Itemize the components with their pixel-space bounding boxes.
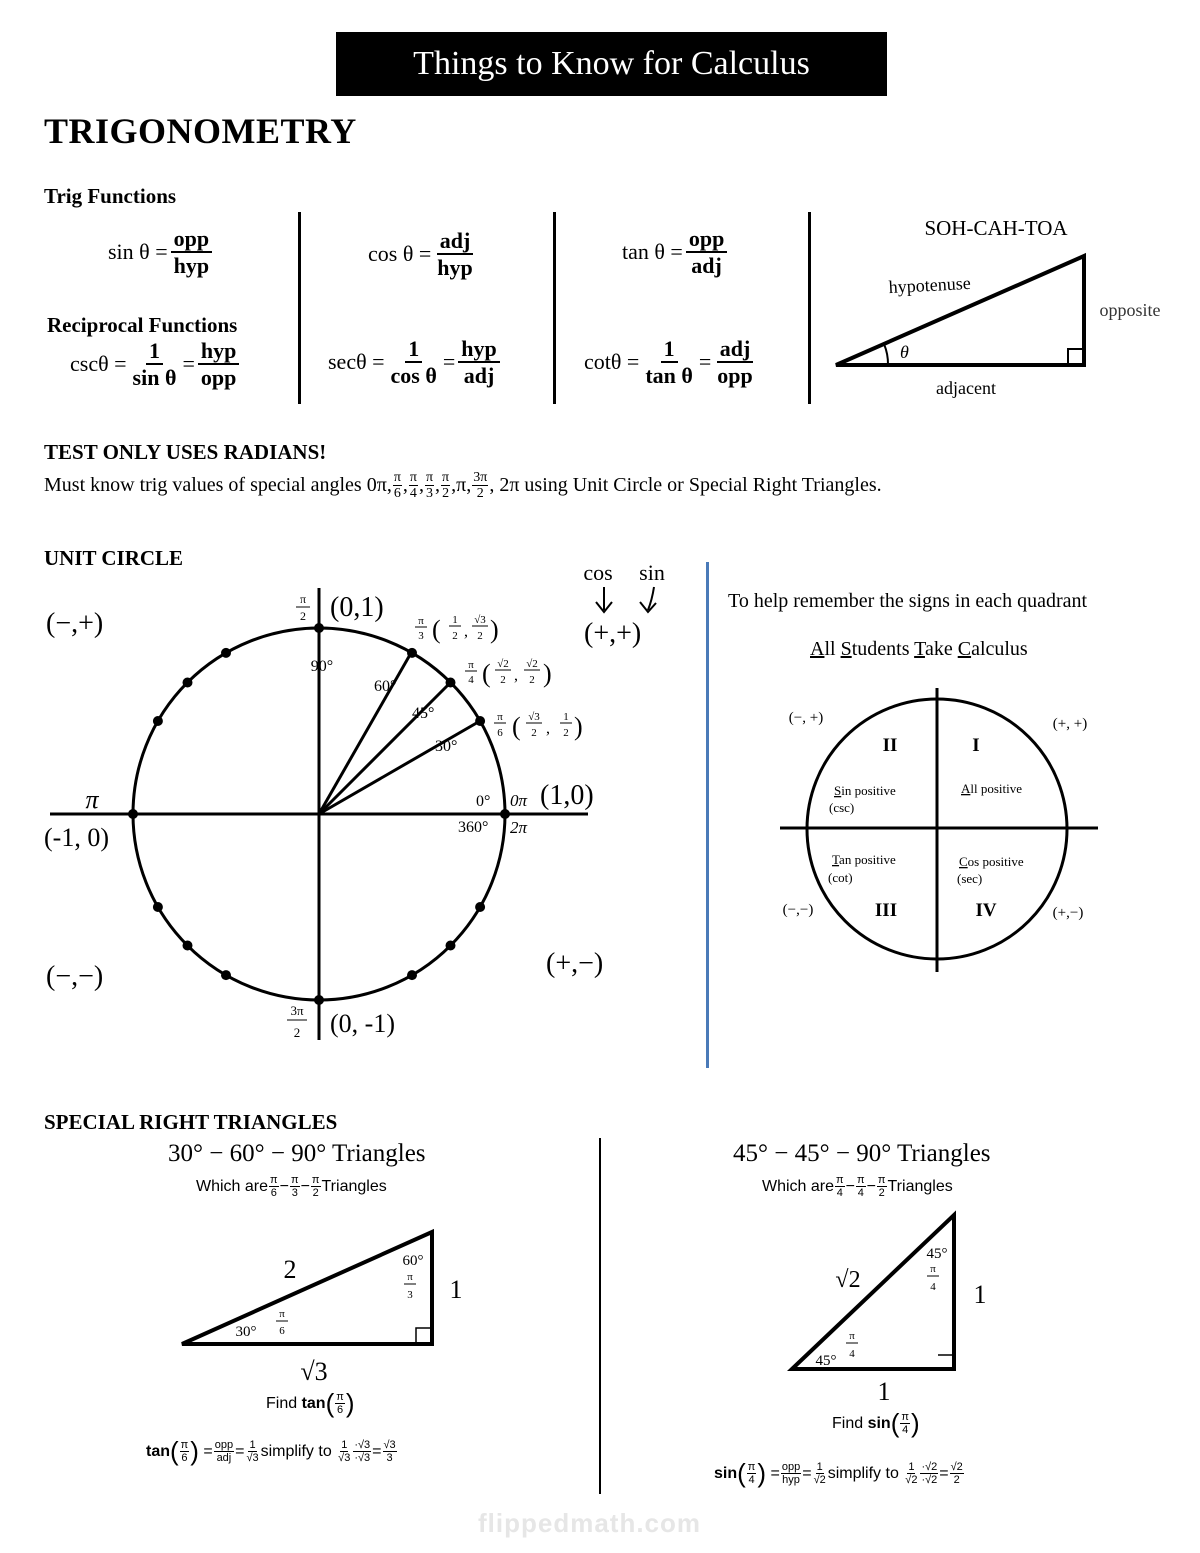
q4-sign: (+,−) bbox=[546, 948, 604, 979]
sin-num: opp bbox=[171, 226, 212, 253]
t30-simplify: simplify to bbox=[260, 1442, 332, 1460]
t30-mult1-num: ·√3 bbox=[354, 1438, 371, 1451]
unit-circle-point-315 bbox=[446, 941, 456, 951]
p60-comma: , bbox=[464, 623, 468, 640]
unit-circle-diagram bbox=[0, 560, 700, 1050]
deg-60: 60° bbox=[374, 678, 397, 695]
astc-q1-sign: (+, +) bbox=[1052, 716, 1088, 732]
bottom-frac-den: 2 bbox=[293, 1025, 301, 1040]
section-heading-trigonometry: TRIGONOMETRY bbox=[44, 111, 357, 151]
t30-angle60-den: 3 bbox=[407, 1289, 413, 1301]
sec-num1: 1 bbox=[405, 336, 422, 363]
sec-formula: secθ = $\frac{1}{\text{cos θ}}$ = $\frac{\text{hyp}}{\text{adj}}$ bbox=[328, 336, 503, 389]
astc-q2-paren: (csc) bbox=[829, 800, 855, 815]
astc-intro: To help remember the signs in each quadrant bbox=[728, 590, 1088, 612]
t30-right-angle bbox=[416, 1328, 432, 1344]
astc-q3-rest: an positive bbox=[839, 852, 896, 867]
zero-pi-label: 0π bbox=[510, 791, 528, 810]
unit-circle-point-90 bbox=[314, 623, 324, 633]
astc-q4-roman: IV bbox=[975, 900, 997, 921]
angle-pi2-num: π bbox=[442, 470, 450, 485]
t45-find-den: 4 bbox=[902, 1424, 909, 1436]
astc-s: S bbox=[840, 638, 852, 660]
bottom-frac-num: 3π bbox=[290, 1003, 304, 1018]
unit-circle-heading: UNIT CIRCLE bbox=[44, 546, 184, 570]
deg-45: 45° bbox=[412, 705, 435, 722]
special-angles-text-start: Must know trig values of special angles 0π, bbox=[44, 474, 392, 497]
sohcahtoa-triangle bbox=[836, 256, 1084, 365]
cot-lhs: cotθ = bbox=[584, 349, 640, 375]
tan-num: opp bbox=[686, 226, 727, 253]
angle-pi: π bbox=[456, 474, 467, 497]
cos-num: adj bbox=[437, 228, 474, 255]
p60-close-paren: ) bbox=[490, 615, 499, 644]
t30-eq-fn: tan bbox=[146, 1442, 170, 1460]
t45-mult1-num: ·√2 bbox=[921, 1460, 938, 1473]
astc-q3-sign: (−,−) bbox=[782, 902, 814, 918]
sin-arrow-icon bbox=[640, 587, 656, 612]
p60-den: 3 bbox=[418, 630, 424, 642]
t30-diagram bbox=[170, 1220, 490, 1390]
t30-find-prefix: Find bbox=[266, 1394, 298, 1412]
p30-x-den: 2 bbox=[531, 727, 537, 739]
special-angles-line: Must know trig values of special angles 0π, $\frac{\pi}{6}$ , $\frac{\pi}{4}$ , $\frac{\pi}{3}$ , $\frac{\pi}{2}$ , π , $\frac{3\pi}{2}$ , 2π using Unit Circle or Special Right Triangles. bbox=[44, 470, 882, 502]
t30-which-prefix: Which are bbox=[196, 1177, 269, 1195]
divider-1 bbox=[298, 212, 301, 404]
astc-q3-roman: III bbox=[874, 900, 898, 921]
t45-simplify: simplify to bbox=[827, 1464, 899, 1482]
astc-q4-text bbox=[959, 854, 1024, 869]
deg-360: 360° bbox=[458, 819, 489, 836]
q2-sign: (−,+) bbox=[46, 608, 104, 639]
q1-sign: (+,+) bbox=[584, 618, 642, 649]
p30-den: 6 bbox=[497, 727, 503, 739]
t30-equation: tan ( $\frac{\pi}{6}$ ) = $\frac{\text{opp}}{\text{adj}}$ = $\frac{1}{√3}$ simplify to $\frac{1}{√3}$ $\frac{\cdot√3}{\cdot√3}$ = $\frac{√3}{3}$ bbox=[146, 1436, 396, 1466]
astc-q2-text bbox=[834, 783, 896, 798]
cos-formula bbox=[368, 228, 479, 281]
csc-den2: opp bbox=[200, 365, 237, 391]
angle-3pi2-den: 2 bbox=[476, 486, 484, 502]
csc-lhs: cscθ = bbox=[70, 351, 127, 377]
p45-comma: , bbox=[514, 667, 518, 684]
t45-adj: 1 bbox=[877, 1377, 891, 1405]
astc-students: tudents bbox=[851, 638, 910, 660]
bottom-point: (0, -1) bbox=[330, 1009, 395, 1038]
astc-q4-paren: (sec) bbox=[957, 871, 983, 886]
t30-angle60-num: π bbox=[407, 1271, 413, 1283]
astc-q2-sign: (−, +) bbox=[788, 710, 824, 726]
p30-open-paren: ( bbox=[512, 712, 521, 741]
t30-mult0-den: √3 bbox=[338, 1452, 351, 1464]
t45-angle-top: 45° bbox=[926, 1246, 948, 1262]
deg-0: 0° bbox=[476, 793, 491, 810]
sin-label: sin bbox=[639, 560, 665, 585]
astc-q2-rest: in positive bbox=[841, 783, 896, 798]
t45-equation: sin ( $\frac{\pi}{4}$ ) = $\frac{\text{opp}}{\text{hyp}}$ = $\frac{1}{√2}$ simplify to $\frac{1}{√2}$ $\frac{\cdot√2}{\cdot√2}$ = $\frac{√2}{2}$ bbox=[714, 1458, 963, 1488]
t30-find-num: π bbox=[336, 1390, 344, 1403]
opposite-label: opposite bbox=[1099, 300, 1161, 320]
p60-y-den: 2 bbox=[477, 630, 483, 642]
t30-eq-arg-num: π bbox=[180, 1438, 189, 1451]
p60-x-den: 2 bbox=[452, 630, 458, 642]
radians-heading: TEST ONLY USES RADIANS! bbox=[44, 440, 327, 464]
angle-3pi2-num: 3π bbox=[473, 470, 488, 485]
t30-eq-val-num: 1 bbox=[249, 1438, 256, 1451]
theta-label: θ bbox=[900, 342, 909, 362]
t30-angle60: 60° bbox=[402, 1253, 424, 1269]
cot-num2: adj bbox=[717, 336, 754, 363]
p45-x-den: 2 bbox=[500, 674, 506, 686]
right-point: (1,0) bbox=[540, 780, 594, 811]
astc-diagram bbox=[770, 680, 1190, 980]
top-frac-den: 2 bbox=[300, 609, 306, 623]
t45-mult0-den: √2 bbox=[905, 1474, 918, 1486]
p45-x-num: √2 bbox=[497, 658, 509, 670]
p30-x-num: √3 bbox=[528, 711, 540, 723]
cot-den2: opp bbox=[717, 363, 753, 389]
t45-which: Which are $\frac{\pi}{4}$ − $\frac{\pi}{4}$ − $\frac{\pi}{2}$ Triangles bbox=[762, 1174, 953, 1200]
t45-wf2-num: π bbox=[877, 1174, 886, 1186]
t45-eq-fn: sin bbox=[714, 1464, 738, 1482]
t30-find-fn: tan bbox=[301, 1394, 326, 1412]
t45-hyp: √2 bbox=[835, 1267, 861, 1293]
t45-eq-ratio-num: opp bbox=[781, 1460, 801, 1473]
t45-mult1-den: ·√2 bbox=[921, 1474, 938, 1486]
t45-eq-arg-num: π bbox=[747, 1460, 756, 1473]
cot-den1: tan θ bbox=[645, 363, 693, 389]
cos-den: hyp bbox=[437, 255, 473, 281]
astc-all: ll bbox=[824, 638, 836, 660]
hypotenuse-label: hypotenuse bbox=[888, 272, 972, 298]
astc-q1-first: A bbox=[961, 781, 971, 796]
unit-circle-point-60 bbox=[407, 648, 417, 658]
t30-eq-ratio-den: adj bbox=[216, 1452, 232, 1464]
t30-angle30: 30° bbox=[235, 1324, 257, 1340]
unit-circle-point-270 bbox=[314, 995, 324, 1005]
special-triangles-heading: SPECIAL RIGHT TRIANGLES bbox=[44, 1110, 338, 1134]
point-pi4-label bbox=[465, 658, 552, 688]
t30-angle30-num: π bbox=[279, 1308, 285, 1320]
astc-q2-roman: II bbox=[882, 735, 898, 756]
p30-num: π bbox=[497, 711, 503, 723]
sin-den: hyp bbox=[173, 253, 210, 279]
divider-2 bbox=[553, 212, 556, 404]
t45-which-suffix: Triangles bbox=[887, 1177, 953, 1195]
astc-q1-roman: I bbox=[972, 735, 980, 756]
t45-mult0-num: 1 bbox=[908, 1460, 915, 1473]
angle-pi3-num: π bbox=[425, 470, 434, 485]
t30-wf1-den: 3 bbox=[291, 1187, 298, 1200]
pi-label: π bbox=[85, 785, 99, 814]
deg-30: 30° bbox=[435, 738, 458, 755]
t45-find-prefix: Find bbox=[832, 1414, 864, 1432]
tan-lhs: tan θ = bbox=[622, 239, 683, 265]
cos-lhs: cos θ = bbox=[368, 241, 432, 267]
t45-eq-ratio-den: hyp bbox=[782, 1474, 800, 1486]
sec-num2: hyp bbox=[458, 336, 499, 363]
angle-pi4-num: π bbox=[409, 470, 417, 485]
csc-den1: sin θ bbox=[132, 365, 177, 391]
unit-circle-point-300 bbox=[407, 970, 417, 980]
astc-q4-sign: (+,−) bbox=[1052, 905, 1084, 921]
t30-wf2-num: π bbox=[311, 1174, 320, 1186]
p60-x-num: 1 bbox=[452, 614, 458, 626]
astc-q2-first: S bbox=[834, 783, 842, 798]
t30-find: Find tan ( $\frac{\pi}{6}$ ) bbox=[266, 1388, 355, 1418]
unit-circle-point-120 bbox=[221, 648, 231, 658]
unit-circle-point-240 bbox=[221, 970, 231, 980]
csc-num1: 1 bbox=[146, 338, 163, 365]
t45-wf1-num: π bbox=[856, 1174, 865, 1186]
t45-eq-val-num: 1 bbox=[816, 1460, 823, 1473]
astc-mnemonic bbox=[810, 638, 1028, 661]
reciprocal-heading: Reciprocal Functions bbox=[47, 313, 238, 337]
t30-find-den: 6 bbox=[336, 1404, 344, 1416]
cot-formula: cotθ = $\frac{1}{\text{tan θ}}$ = $\frac{\text{adj}}{\text{opp}}$ bbox=[584, 336, 759, 389]
t30-eq-ratio-num: opp bbox=[214, 1438, 234, 1451]
tan-den: adj bbox=[691, 253, 722, 279]
astc-c: C bbox=[957, 638, 972, 660]
angle-arc bbox=[884, 344, 888, 365]
astc-q4-rest: os positive bbox=[967, 854, 1024, 869]
t30-angle30-den: 6 bbox=[279, 1325, 285, 1337]
trig-functions-heading: Trig Functions bbox=[44, 184, 177, 208]
p45-close-paren: ) bbox=[543, 659, 552, 688]
t45-angle-top-den: 4 bbox=[930, 1281, 936, 1293]
sec-den1: cos θ bbox=[390, 363, 437, 389]
top-point: (0,1) bbox=[330, 592, 384, 623]
sohcahtoa-diagram bbox=[820, 210, 1190, 410]
cot-num1: 1 bbox=[661, 336, 678, 363]
sin-formula bbox=[108, 226, 215, 279]
triangles-divider bbox=[599, 1138, 601, 1494]
t45-angle-bottom: 45° bbox=[815, 1353, 837, 1369]
t30-result-den: 3 bbox=[386, 1452, 393, 1464]
t45-angle-top-num: π bbox=[930, 1263, 936, 1275]
t45-wf0-den: 4 bbox=[836, 1187, 843, 1200]
t30-mult1-den: ·√3 bbox=[354, 1452, 371, 1464]
special-angles-text-end: , 2π using Unit Circle or Special Right Triangles. bbox=[489, 474, 882, 497]
t45-result-den: 2 bbox=[953, 1474, 960, 1486]
cos-label: cos bbox=[583, 560, 613, 585]
t30-title: 30° − 60° − 90° Triangles bbox=[168, 1140, 426, 1167]
astc-q1-rest: ll positive bbox=[970, 781, 1023, 796]
p30-comma: , bbox=[546, 720, 550, 737]
astc-q4-first: C bbox=[959, 854, 968, 869]
unit-circle-point-180 bbox=[128, 809, 138, 819]
right-angle-mark bbox=[1068, 349, 1084, 365]
t30-result-num: √3 bbox=[383, 1438, 396, 1451]
point-pi3-label bbox=[415, 614, 499, 644]
astc-take: ake bbox=[924, 638, 953, 660]
t45-find: Find sin ( $\frac{\pi}{4}$ ) bbox=[832, 1408, 920, 1438]
t45-wf2-den: 2 bbox=[878, 1187, 885, 1200]
t45-which-prefix: Which are bbox=[762, 1177, 835, 1195]
t30-mult0-num: 1 bbox=[341, 1438, 348, 1451]
t30-triangle bbox=[182, 1232, 432, 1344]
radius-60 bbox=[319, 653, 411, 814]
t30-adj: √3 bbox=[300, 1357, 328, 1386]
unit-circle-point-225 bbox=[183, 941, 193, 951]
t45-angle-bottom-num: π bbox=[849, 1330, 855, 1342]
top-frac-num: π bbox=[299, 592, 307, 606]
t30-wf0-num: π bbox=[270, 1174, 278, 1186]
p45-num: π bbox=[468, 659, 474, 671]
astc-a: A bbox=[810, 638, 825, 660]
deg-90: 90° bbox=[310, 658, 334, 675]
t30-eq-val-den: √3 bbox=[246, 1452, 259, 1464]
divider-3 bbox=[808, 212, 811, 404]
p45-y-den: 2 bbox=[529, 674, 535, 686]
angle-pi4-den: 4 bbox=[409, 486, 417, 502]
t45-eq-val-den: √2 bbox=[813, 1474, 826, 1486]
t45-title: 45° − 45° − 90° Triangles bbox=[733, 1140, 991, 1167]
unit-circle-divider bbox=[706, 562, 709, 1068]
p45-y-num: √2 bbox=[526, 658, 538, 670]
p30-y-num: 1 bbox=[563, 711, 569, 723]
p60-open-paren: ( bbox=[432, 615, 441, 644]
t45-wf0-num: π bbox=[836, 1174, 844, 1186]
csc-formula: cscθ = $\frac{1}{\text{sin θ}}$ = $\frac{\text{hyp}}{\text{opp}}$ bbox=[70, 338, 242, 391]
t45-eq-arg-den: 4 bbox=[748, 1474, 755, 1486]
point-pi6-label bbox=[494, 711, 583, 741]
unit-circle-point-150 bbox=[153, 716, 163, 726]
unit-circle-point-135 bbox=[183, 678, 193, 688]
t30-which: Which are $\frac{\pi}{6}$ − $\frac{\pi}{3}$ − $\frac{\pi}{2}$ Triangles bbox=[196, 1174, 387, 1200]
cos-arrow-icon bbox=[596, 587, 612, 612]
t45-angle-bottom-den: 4 bbox=[849, 1348, 855, 1360]
csc-num2: hyp bbox=[198, 338, 239, 365]
sec-den2: adj bbox=[463, 363, 495, 389]
t45-opp: 1 bbox=[973, 1280, 987, 1309]
astc-q3-first: T bbox=[832, 852, 840, 867]
t45-result-num: √2 bbox=[950, 1460, 963, 1473]
t45-find-num: π bbox=[901, 1410, 909, 1423]
astc-q1-text bbox=[961, 781, 1022, 796]
t30-wf0-den: 6 bbox=[270, 1187, 277, 1200]
p60-y-num: √3 bbox=[474, 614, 486, 626]
unit-circle-point-0 bbox=[500, 809, 510, 819]
page-title: Things to Know for Calculus bbox=[336, 32, 887, 96]
angle-pi2-den: 2 bbox=[442, 486, 450, 502]
astc-t: T bbox=[914, 638, 925, 660]
angle-pi6-den: 6 bbox=[393, 486, 401, 502]
unit-circle-point-330 bbox=[475, 902, 485, 912]
t45-wf1-den: 4 bbox=[857, 1187, 864, 1200]
t30-opp: 1 bbox=[449, 1275, 463, 1304]
unit-circle-point-30 bbox=[475, 716, 485, 726]
watermark: flippedmath.com bbox=[478, 1508, 702, 1538]
p45-den: 4 bbox=[468, 674, 474, 686]
two-pi-label: 2π bbox=[510, 818, 528, 837]
sin-lhs: sin θ = bbox=[108, 239, 168, 265]
t30-eq-arg-den: 6 bbox=[181, 1452, 188, 1464]
t30-wf1-num: π bbox=[290, 1174, 299, 1186]
p60-num: π bbox=[418, 615, 424, 627]
angle-pi3-den: 3 bbox=[426, 486, 433, 502]
p30-y-den: 2 bbox=[563, 727, 569, 739]
sohcahtoa-title: SOH-CAH-TOA bbox=[924, 216, 1068, 240]
p45-open-paren: ( bbox=[482, 659, 491, 688]
left-point: (-1, 0) bbox=[44, 823, 109, 852]
tan-formula bbox=[622, 226, 730, 279]
t45-diagram bbox=[780, 1205, 1020, 1405]
angle-pi6-num: π bbox=[393, 470, 401, 485]
q3-sign: (−,−) bbox=[46, 961, 104, 992]
unit-circle-point-45 bbox=[446, 678, 456, 688]
unit-circle-point-210 bbox=[153, 902, 163, 912]
adjacent-label: adjacent bbox=[936, 378, 996, 398]
astc-q3-paren: (cot) bbox=[828, 870, 853, 885]
t30-hyp: 2 bbox=[283, 1255, 297, 1284]
sec-lhs: secθ = bbox=[328, 349, 385, 375]
t30-which-suffix: Triangles bbox=[321, 1177, 387, 1195]
t45-find-fn: sin bbox=[867, 1414, 891, 1432]
astc-calculus: alculus bbox=[971, 638, 1028, 660]
p30-close-paren: ) bbox=[574, 712, 583, 741]
astc-q3-text bbox=[832, 852, 896, 867]
t30-wf2-den: 2 bbox=[312, 1187, 319, 1200]
